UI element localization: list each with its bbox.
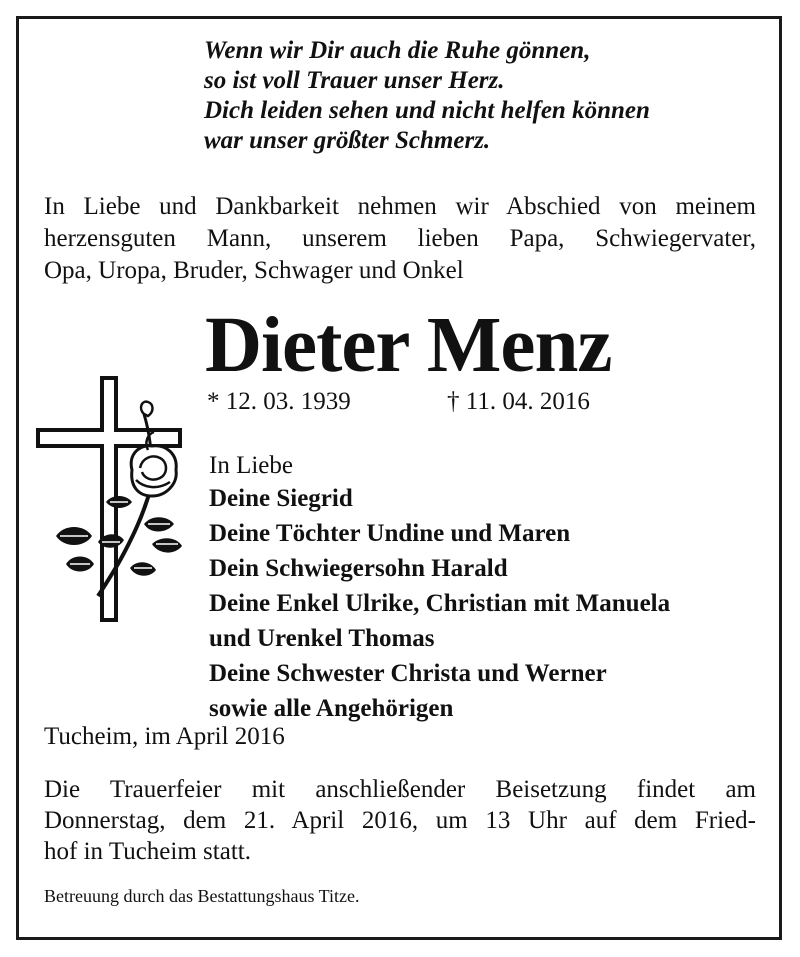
poem-line: war unser größter Schmerz. xyxy=(204,127,491,154)
mourner-line: sowie alle Angehörigen xyxy=(209,695,454,722)
poem-line: Wenn wir Dir auch die Ruhe gönnen, xyxy=(204,37,591,64)
farewell-line: In Liebe und Dankbarkeit nehmen wir Abschied von meinem xyxy=(44,193,756,220)
mourner-line: Dein Schwiegersohn Harald xyxy=(209,555,508,582)
mourners-opening: In Liebe xyxy=(209,452,293,479)
mourners-list xyxy=(209,481,769,726)
funeral-line: Donnerstag, dem 21. April 2016, um 13 Uhr auf dem Fried- xyxy=(44,807,756,834)
funeral-announcement xyxy=(44,774,756,867)
funeral-line: hof in Tucheim statt. xyxy=(44,838,251,865)
birth-date: * 12. 03. 1939 xyxy=(207,388,351,415)
mourner-line: Deine Töchter Undine und Maren xyxy=(209,520,571,547)
farewell-line: Opa, Uropa, Bruder, Schwager und Onkel xyxy=(44,257,464,284)
poem-line: so ist voll Trauer unser Herz. xyxy=(204,67,505,94)
memorial-poem xyxy=(204,36,784,156)
mourner-line: Deine Enkel Ulrike, Christian mit Manuela xyxy=(209,590,671,617)
deceased-name: Dieter Menz xyxy=(205,302,612,389)
mourner-line: Deine Schwester Christa und Werner xyxy=(209,660,607,687)
mourner-line: und Urenkel Thomas xyxy=(209,625,435,652)
cross-with-rose-icon xyxy=(32,374,192,634)
funeral-line: Die Trauerfeier mit anschließender Beisetzung findet am xyxy=(44,776,756,803)
place-and-date: Tucheim, im April 2016 xyxy=(44,723,285,750)
mourner-line: Deine Siegrid xyxy=(209,485,353,512)
death-date: † 11. 04. 2016 xyxy=(447,388,590,415)
undertaker-note: Betreuung durch das Bestattungshaus Titze. xyxy=(44,886,360,906)
farewell-line: herzensguten Mann, unserem lieben Papa, Schwiegervater, xyxy=(44,225,756,252)
farewell-text xyxy=(44,191,756,287)
poem-line: Dich leiden sehen und nicht helfen können xyxy=(204,97,650,124)
